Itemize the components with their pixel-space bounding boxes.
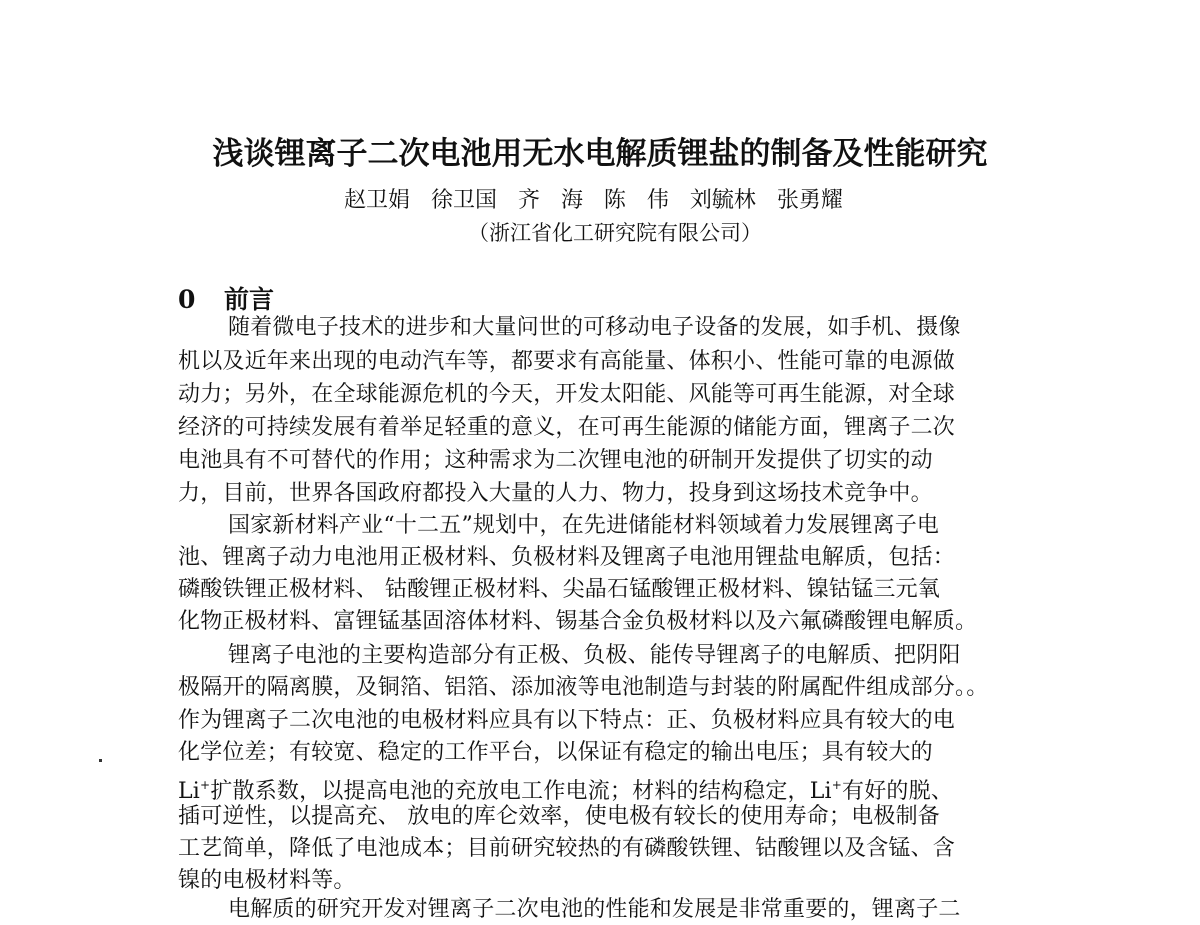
scan-artifact-dot (99, 759, 102, 762)
body-line: 经济的可持续发展有着举足轻重的意义，在可再生能源的储能方面，锂离子二次 (178, 415, 956, 440)
body-line: 机以及近年来出现的电动汽车等，都要求有高能量、体积小、性能可靠的电源做 (178, 349, 956, 374)
paper-title: 浅谈锂离子二次电池用无水电解质锂盐的制备及性能研究 (212, 136, 988, 172)
body-line: 化学位差；有较宽、稳定的工作平台，以保证有稳定的输出电压；具有较大的 (178, 740, 933, 765)
body-line: 随着微电子技术的进步和大量问世的可移动电子设备的发展，如手机、摄像 (228, 315, 961, 340)
body-line: 化物正极材料、富锂锰基固溶体材料、锡基合金负极材料以及六氟磷酸锂电解质。 (178, 609, 978, 634)
body-line-li (178, 770, 954, 804)
body-line: 作为锂离子二次电池的电极材料应具有以下特点：正、负极材料应具有较大的电 (178, 708, 956, 733)
body-line: 锂离子电池的主要构造部分有正极、负极、能传导锂离子的电解质、把阴阳 (228, 643, 961, 668)
section-title: 前言 (224, 285, 275, 314)
body-line: 力，目前，世界各国政府都投入大量的人力、物力，投身到这场技术竞争中。 (178, 481, 933, 506)
paper-affiliation: （浙江省化工研究院有限公司） (468, 221, 762, 245)
section-number: 0 (178, 285, 196, 314)
body-line: 动力；另外，在全球能源危机的今天，开发太阳能、风能等可再生能源，对全球 (178, 382, 956, 407)
li-text-mid: 扩散系数，以提高电池的充放电工作电流；材料的结构稳定，Li (210, 779, 832, 804)
li-superscript-2: + (831, 778, 843, 792)
body-line: 极隔开的隔离膜，及铜箔、铝箔、添加液等电池制造与封装的附属配件组成部分。。 (178, 675, 989, 700)
body-line: 池、锂离子动力电池用正极材料、负极材料及锂离子电池用锂盐电解质，包括： (178, 545, 956, 570)
body-line: 镍的电极材料等。 (178, 868, 356, 893)
li-text: Li (178, 779, 201, 804)
li-superscript: + (200, 778, 211, 792)
body-line: 插可逆性，以提高充、 放电的库仑效率，使电极有较长的使用寿命；电极制备 (178, 804, 940, 829)
li-text-end: 有好的脱、 (842, 779, 954, 804)
body-line: 工艺简单，降低了电池成本；目前研究较热的有磷酸铁锂、钴酸锂以及含锰、含 (178, 836, 956, 861)
body-line: 国家新材料产业“十二五”规划中，在先进储能材料领域着力发展锂离子电 (228, 513, 940, 538)
section-heading (178, 280, 274, 316)
body-line: 电池具有不可替代的作用；这种需求为二次锂电池的研制开发提供了切实的动 (178, 448, 933, 473)
body-line: 磷酸铁锂正极材料、 钴酸锂正极材料、尖晶石锰酸锂正极材料、镍钴锰三元氧 (178, 577, 940, 602)
paper-authors: 赵卫娟 徐卫国 齐 海 陈 伟 刘毓林 张勇耀 (344, 188, 843, 213)
body-line-cutoff: 电解质的研究开发对锂离子二次电池的性能和发展是非常重要的，锂离子二 (228, 897, 961, 922)
